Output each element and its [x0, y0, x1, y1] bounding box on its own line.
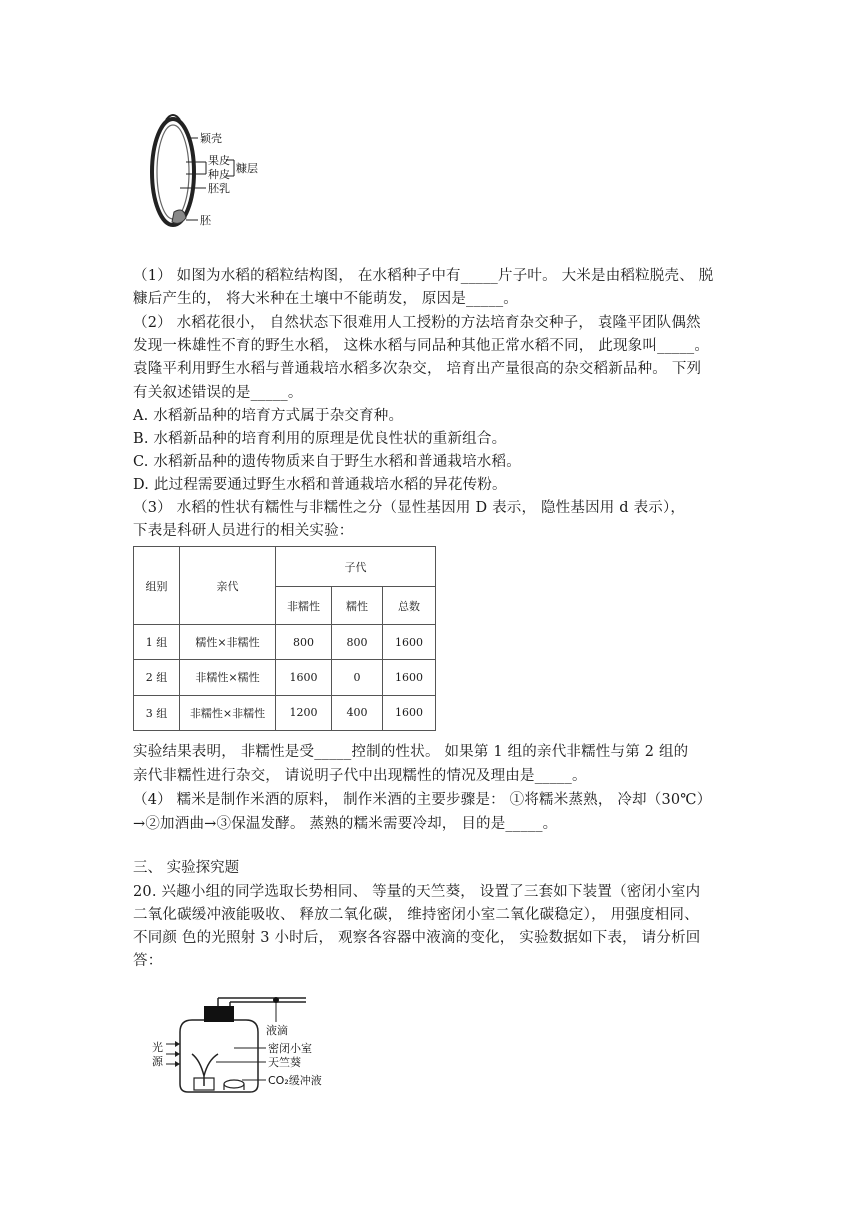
header-parent: 亲代 [180, 547, 276, 625]
label-bran-layer: 糠层 [236, 162, 258, 175]
label-chamber: 密闭小室 [268, 1042, 312, 1055]
cell-parent: 糯性×非糯性 [180, 625, 276, 660]
table-row [134, 660, 436, 695]
cell-group: 1 组 [134, 625, 180, 660]
question-line: 有关叙述错误的是_____。 [133, 385, 303, 401]
stopper [204, 1006, 234, 1022]
question-line: 袁隆平利用野生水稻与普通栽培水稻多次杂交， 培育出产量很高的杂交稻新品种。 下列 [133, 361, 702, 377]
question-line: →②加酒曲→③保温发酵。 蒸熟的糯米需要冷却， 目的是_____。 [133, 816, 558, 832]
section-title: 三、 实验探究题 [133, 860, 240, 876]
question-line: （3） 水稻的性状有糯性与非糯性之分（显性基因用 D 表示， 隐性基因用 d 表示）， [133, 500, 686, 516]
question-line: 二氧化碳缓冲液能吸收、 释放二氧化碳， 维持密闭小室二氧化碳稳定）， 用强度相同、 [133, 907, 699, 923]
grain-embryo [172, 210, 186, 223]
cell-total: 1600 [383, 660, 436, 695]
header-waxy: 糯性 [332, 587, 383, 625]
label-geranium: 天竺葵 [268, 1056, 301, 1069]
label-seed-coat: 种皮 [208, 168, 230, 181]
cell-waxy: 800 [332, 625, 383, 660]
label-husk: 颖壳 [200, 132, 222, 145]
cell-nonwaxy: 1600 [276, 660, 332, 695]
header-group: 组别 [134, 547, 180, 625]
label-light-source-1: 光 [152, 1041, 163, 1054]
label-co2-buffer: CO₂缓冲液 [268, 1074, 322, 1087]
grain-inner-layer [157, 125, 189, 219]
cell-group: 3 组 [134, 695, 180, 730]
label-pericarp: 果皮 [208, 154, 230, 167]
cell-total: 1600 [383, 625, 436, 660]
cell-nonwaxy: 1200 [276, 695, 332, 730]
grain-outer-shell [152, 119, 194, 225]
label-light-source-2: 源 [152, 1055, 163, 1068]
question-line: （1） 如图为水稻的稻粒结构图， 在水稻种子中有_____片子叶。 大米是由稻粒脱壳、 脱 [133, 268, 714, 284]
label-embryo: 胚 [200, 214, 211, 227]
waxy-experiment-table [133, 546, 436, 731]
table-row [134, 695, 436, 730]
chamber-outline [180, 1020, 258, 1092]
question-line: 发现一株雄性不育的野生水稻， 这株水稻与同品种其他正常水稻不同， 此现象叫_____。 [133, 338, 710, 354]
header-total: 总数 [383, 587, 436, 625]
option-a: A. 水稻新品种的培育方式属于杂交育种。 [133, 408, 404, 424]
cell-parent: 非糯性×糯性 [180, 660, 276, 695]
option-c: C. 水稻新品种的遗传物质来自于野生水稻和普通栽培水稻。 [133, 454, 521, 470]
question-line: 不同颜 色的光照射 3 小时后， 观察各容器中液滴的变化， 实验数据如下表， 请分析回 [133, 930, 701, 946]
question-line: 20. 兴趣小组的同学选取长势相同、 等量的天竺葵， 设置了三套如下装置（密闭小室内 [133, 884, 701, 900]
header-offspring: 子代 [276, 547, 436, 587]
question-line: 答： [133, 953, 163, 969]
option-d: D. 此过程需要通过野生水稻和普通栽培水稻的异花传粉。 [133, 477, 507, 493]
question-line: 下表是科研人员进行的相关实验： [133, 523, 354, 539]
option-b: B. 水稻新品种的培育利用的原理是优良性状的重新组合。 [133, 431, 507, 447]
cell-group: 2 组 [134, 660, 180, 695]
question-line: 糠后产生的， 将大米种在土壤中不能萌发， 原因是_____。 [133, 291, 518, 307]
question-line: 亲代非糯性进行杂交， 请说明子代中出现糯性的情况及理由是_____。 [133, 768, 587, 784]
cell-total: 1600 [383, 695, 436, 730]
liquid-drop [273, 997, 279, 1003]
cell-waxy: 400 [332, 695, 383, 730]
question-line: （2） 水稻花很小， 自然状态下很难用人工授粉的方法培育杂交种子， 袁隆平团队偶然 [133, 315, 701, 331]
cell-parent: 非糯性×非糯性 [180, 695, 276, 730]
label-endosperm: 胚乳 [208, 182, 230, 195]
cell-nonwaxy: 800 [276, 625, 332, 660]
rice-grain-diagram [140, 112, 275, 237]
label-drop: 液滴 [266, 1024, 288, 1037]
cell-waxy: 0 [332, 660, 383, 695]
question-line: 实验结果表明， 非糯性是受_____控制的性状。 如果第 1 组的亲代非糯性与第 2 组的 [133, 744, 689, 760]
header-nonwaxy: 非糯性 [276, 587, 332, 625]
buffer-cup [224, 1080, 244, 1088]
apparatus-diagram [146, 994, 346, 1104]
table-row [134, 625, 436, 660]
question-line: （4） 糯米是制作米酒的原料， 制作米酒的主要步骤是： ①将糯米蒸熟， 冷却（30℃） [133, 792, 712, 808]
